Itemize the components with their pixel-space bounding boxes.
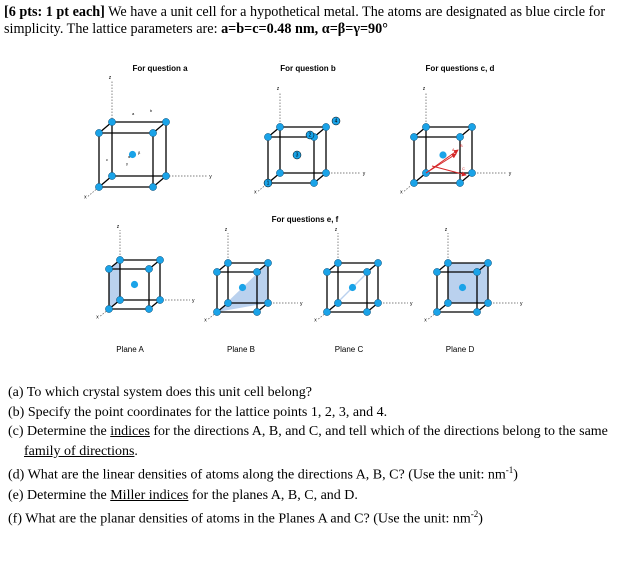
corner-atom <box>334 299 341 306</box>
corner-atom <box>422 123 429 130</box>
lattice-label-c: c <box>106 157 108 162</box>
heading-question-a: For question a <box>132 64 188 73</box>
corner-atom <box>374 259 381 266</box>
corner-atom <box>310 179 317 186</box>
corner-atom <box>224 299 231 306</box>
family-of-directions-link: family of directions <box>24 443 135 459</box>
lattice-label-b: b <box>150 108 153 113</box>
corner-atom <box>264 133 271 140</box>
label-plane-d: Plane D <box>445 345 475 354</box>
corner-atom <box>276 169 283 176</box>
direction-label-b: B <box>460 143 463 148</box>
unit-cell <box>204 227 303 323</box>
body-center-atom <box>349 284 356 291</box>
y-axis-label: y <box>300 301 303 307</box>
corner-atom <box>444 259 451 266</box>
question-b: (b) Specify the point coordinates for the lattice points 1, 2, 3, and 4. <box>8 404 388 420</box>
lattice-point-number: 4 <box>334 118 338 125</box>
question-a: (a) To which crystal system does this unit cell belong? <box>8 385 312 400</box>
corner-atom <box>95 183 102 190</box>
question-c: (c) Determine the indices for the directions A, B, and C, and tell which of the directions belong to the same family of directions. <box>8 424 608 459</box>
heading-questions-cd: For questions c, d <box>425 64 495 73</box>
miller-indices-link: Miller indices <box>110 487 189 503</box>
corner-atom <box>473 268 480 275</box>
body-center-atom <box>459 284 466 291</box>
corner-atom <box>95 129 102 136</box>
unit-cell <box>314 227 413 323</box>
y-axis-label: y <box>192 298 195 304</box>
question-f: (f) What are the planar densities of atoms in the Planes A and C? (Use the unit: $nm^{-2}$) <box>8 509 483 527</box>
z-axis-label: z <box>276 86 280 93</box>
corner-atom <box>433 308 440 315</box>
corner-atom <box>116 256 123 263</box>
label-plane-c: Plane C <box>334 345 364 354</box>
corner-atom <box>334 259 341 266</box>
corner-atom <box>108 118 115 125</box>
corner-atom <box>116 296 123 303</box>
corner-atom <box>410 133 417 140</box>
lattice-point-number: 2 <box>308 132 312 139</box>
corner-atom <box>213 268 220 275</box>
x-axis-label: x <box>314 317 317 324</box>
unit-cell <box>400 86 512 195</box>
corner-atom <box>456 179 463 186</box>
x-axis-label: x <box>254 189 257 196</box>
angle-label-alpha: α <box>128 154 131 159</box>
body-center-atom <box>439 151 446 158</box>
z-axis-label: z <box>444 227 448 233</box>
corner-atom <box>156 296 163 303</box>
corner-atom <box>264 299 271 306</box>
z-axis-label: z <box>116 224 120 230</box>
x-axis-label: x <box>204 317 207 324</box>
lattice-label-a: a <box>132 111 135 116</box>
unit-cell <box>96 224 195 320</box>
lattice-parameters: a=b=c=0.48 nm, α=β=γ=90° <box>221 21 388 37</box>
question-e: (e) Determine the Miller indices for the planes A, B, C, and D. <box>8 487 358 503</box>
corner-atom <box>468 169 475 176</box>
corner-atom <box>484 259 491 266</box>
corner-atom <box>145 305 152 312</box>
corner-atom <box>276 123 283 130</box>
corner-atom <box>322 123 329 130</box>
corner-atom <box>323 308 330 315</box>
problem-statement <box>4 4 618 38</box>
angle-label-beta: β <box>138 150 141 155</box>
z-axis-label: z <box>334 227 338 233</box>
label-plane-a: Plane A <box>116 345 144 354</box>
y-axis-label: y <box>362 171 366 177</box>
corner-atom <box>410 179 417 186</box>
intro-text: We have a unit cell for a hypothetical metal. The atoms are designated as blue circle for simplicity. The lattice parameters are: <box>4 4 606 37</box>
corner-atom <box>105 265 112 272</box>
corner-atom <box>253 308 260 315</box>
crystal-plane <box>448 263 488 303</box>
unit-cell <box>424 227 523 323</box>
lattice-point-number: 3 <box>295 152 299 159</box>
corner-atom <box>484 299 491 306</box>
corner-atom <box>444 299 451 306</box>
unit-cell-figure <box>0 58 622 374</box>
corner-atom <box>363 308 370 315</box>
label-plane-b: Plane B <box>226 345 256 354</box>
x-axis-label: x <box>400 189 403 196</box>
z-axis-label: z <box>224 227 228 233</box>
corner-atom <box>264 259 271 266</box>
lattice-point-number: 1 <box>266 180 270 187</box>
direction-label-c: C <box>462 166 465 171</box>
corner-atom <box>456 133 463 140</box>
points-label: [6 pts: 1 pt each] <box>4 4 105 20</box>
corner-atom <box>433 268 440 275</box>
unit-cell <box>84 75 212 201</box>
x-axis-label: x <box>96 314 99 321</box>
corner-atom <box>156 256 163 263</box>
corner-atom <box>468 123 475 130</box>
unit-cell <box>254 86 366 195</box>
corner-atom <box>322 169 329 176</box>
corner-atom <box>374 299 381 306</box>
corner-atom <box>149 183 156 190</box>
angle-label-gamma: γ <box>126 161 128 166</box>
corner-atom <box>323 268 330 275</box>
heading-questions-ef: For questions e, f <box>271 215 339 224</box>
corner-atom <box>145 265 152 272</box>
corner-atom <box>162 172 169 179</box>
corner-atom <box>105 305 112 312</box>
y-axis-label: y <box>209 174 212 180</box>
direction-label-a: A <box>452 147 455 152</box>
x-axis-label: x <box>84 194 87 201</box>
indices-link: indices <box>110 424 150 440</box>
corner-atom <box>363 268 370 275</box>
body-center-atom <box>131 281 138 288</box>
x-axis-label: x <box>424 317 427 324</box>
y-axis-label: y <box>410 301 413 307</box>
corner-atom <box>253 268 260 275</box>
y-axis-label: y <box>520 301 523 307</box>
y-axis-label: y <box>508 171 512 177</box>
heading-question-b: For question b <box>280 64 336 73</box>
corner-atom <box>473 308 480 315</box>
body-center-atom <box>239 284 246 291</box>
corner-atom <box>149 129 156 136</box>
corner-atom <box>213 308 220 315</box>
corner-atom <box>162 118 169 125</box>
z-axis-label: z <box>422 86 426 93</box>
question-list <box>8 383 620 529</box>
corner-atom <box>108 172 115 179</box>
corner-atom <box>224 259 231 266</box>
z-axis-label: z <box>108 74 112 81</box>
question-d: (d) What are the linear densities of atoms along the directions A, B, C? (Use the unit: $nm^{-1}$) <box>8 465 518 484</box>
